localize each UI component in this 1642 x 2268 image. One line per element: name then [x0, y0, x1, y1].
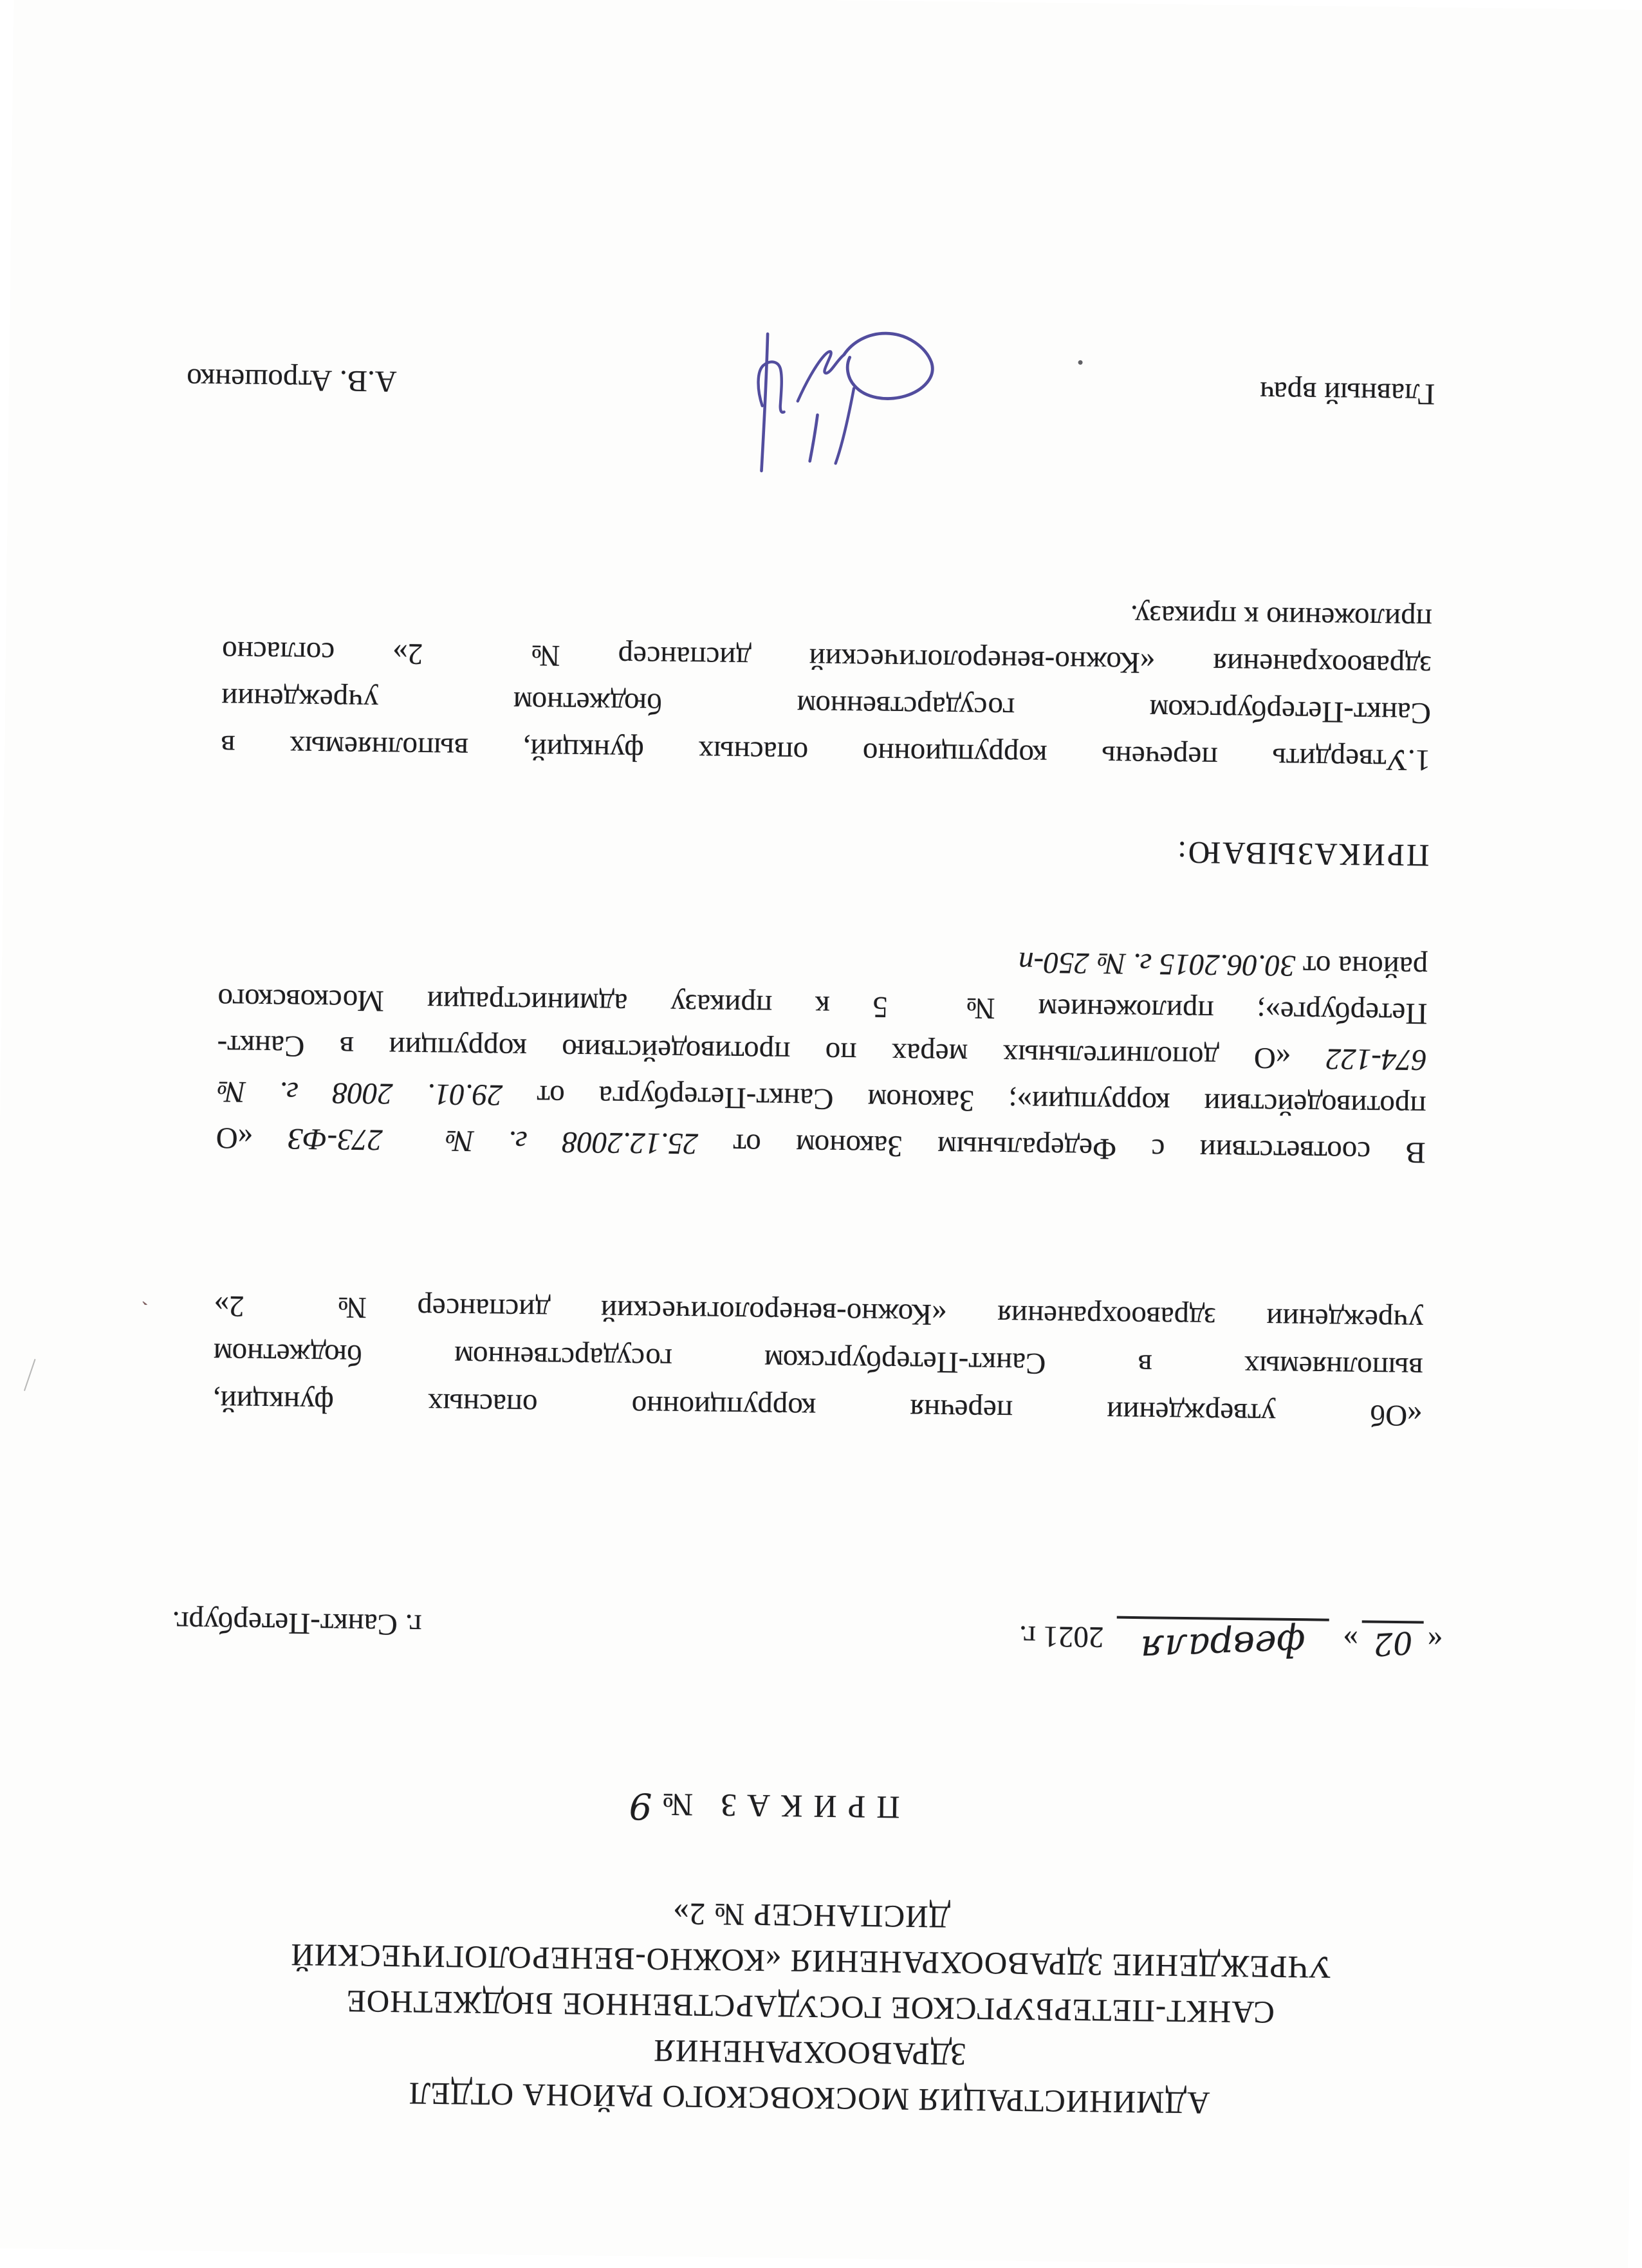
handwritten-day: 02 — [1372, 1624, 1414, 1663]
signature-stroke-tail — [836, 388, 854, 463]
intro-paragraph — [216, 930, 1428, 1176]
subject-paragraph — [212, 1282, 1424, 1439]
handwritten-month: февраля — [1139, 1621, 1306, 1670]
header-line-3: САНКТ-ПЕТЕРБУРГСКОЕ ГОСУДАРСТВЕННОЕ БЮДЖЕТНОЕ — [346, 1984, 1275, 2031]
numero-sign: № — [662, 1787, 694, 1823]
date-field — [1019, 1615, 1443, 1670]
law-reference: 30.06.2015 г. № 250-п — [1018, 945, 1296, 982]
intro-text: В соответствии с Федеральным Законом от — [697, 1127, 1426, 1170]
date-place-row — [172, 1605, 1443, 1670]
order-number-handwritten: 9 — [629, 1784, 652, 1827]
intro-text: Петербурге»; приложением № 5 к приказу администрации Московского — [217, 982, 1428, 1031]
signature-stroke-zigzag — [798, 351, 844, 402]
header-line-5: ДИСПАНСЕР № 2» — [672, 1896, 951, 1935]
law-reference: 29.01. 2008 г. № — [216, 1074, 503, 1112]
intro-text: противодействии коррупции»; Законом Санкт-Петербурга от — [502, 1078, 1426, 1123]
handwritten-month-underline — [1116, 1616, 1329, 1670]
scan-scratch — [24, 1359, 36, 1391]
order-item-paragraph — [221, 581, 1432, 784]
order-title — [160, 1779, 1370, 1836]
law-reference: 674-122 — [1325, 1042, 1427, 1077]
document-header — [204, 1885, 1416, 2128]
quote-close: » — [1343, 1623, 1359, 1657]
intro-text: «О дополнительных мерах по противодействию коррупции в Санкт- — [217, 1028, 1327, 1076]
subject-line: «Об утверждении перечня коррупционно опасных функций, — [212, 1384, 1423, 1433]
ink-dot-speck — [1078, 360, 1083, 365]
order-item-line: приложению к приказу. — [1130, 598, 1433, 636]
intro-text: района от — [1295, 948, 1428, 984]
order-item-line: 1.Утвердить перечень коррупционно опасных функций, выполняемых в — [220, 728, 1431, 777]
order-title-label: ПРИКАЗ — [709, 1787, 900, 1826]
subject-line: выполняемых в Санкт-Петербургском государственном бюджетном — [213, 1336, 1423, 1385]
order-item-line: Санкт-Петербургском государственном бюджетном учреждении — [221, 681, 1432, 730]
quote-open: « — [1427, 1624, 1443, 1658]
intro-text: «О — [216, 1121, 288, 1156]
signature-ink — [683, 255, 975, 484]
header-line-1: АДМИНИСТРАЦИЯ МОСКОВСКОГО РАЙОНА ОТДЕЛ — [408, 2076, 1210, 2121]
handwritten-day-underline — [1362, 1620, 1425, 1663]
scan-speck: ˏ — [140, 1300, 149, 1327]
decree-word: ПРИКАЗЫВАЮ: — [1175, 834, 1430, 874]
place-text: г. Санкт-Петербург. — [172, 1605, 422, 1642]
subject-line: учреждении здравоохранения «Кожно-венерологический диспансер № 2» — [214, 1289, 1424, 1338]
signer-name: А.В. Атрошенко — [186, 362, 397, 398]
header-line-4: УЧРЕЖДЕНИЕ ЗДРАВООХРАНЕНИЯ «КОЖНО-ВЕНЕРОЛОГИЧЕСКИЙ — [290, 1937, 1332, 1986]
header-line-2: ЗДРАВООХРАНЕНИЯ — [652, 2033, 967, 2072]
signature-stroke-short — [810, 415, 818, 461]
signature-stroke-loop — [844, 333, 933, 399]
signature-stroke-bump — [758, 362, 785, 412]
law-reference: 25.12.2008 г. № 273-ФЗ — [288, 1121, 699, 1161]
signer-role: Главный врач — [1259, 375, 1435, 411]
year-text: 2021 г. — [1019, 1619, 1104, 1654]
order-item-line: здравоохранения «Кожно-венерологический диспансер № 2» согласно — [221, 634, 1432, 683]
